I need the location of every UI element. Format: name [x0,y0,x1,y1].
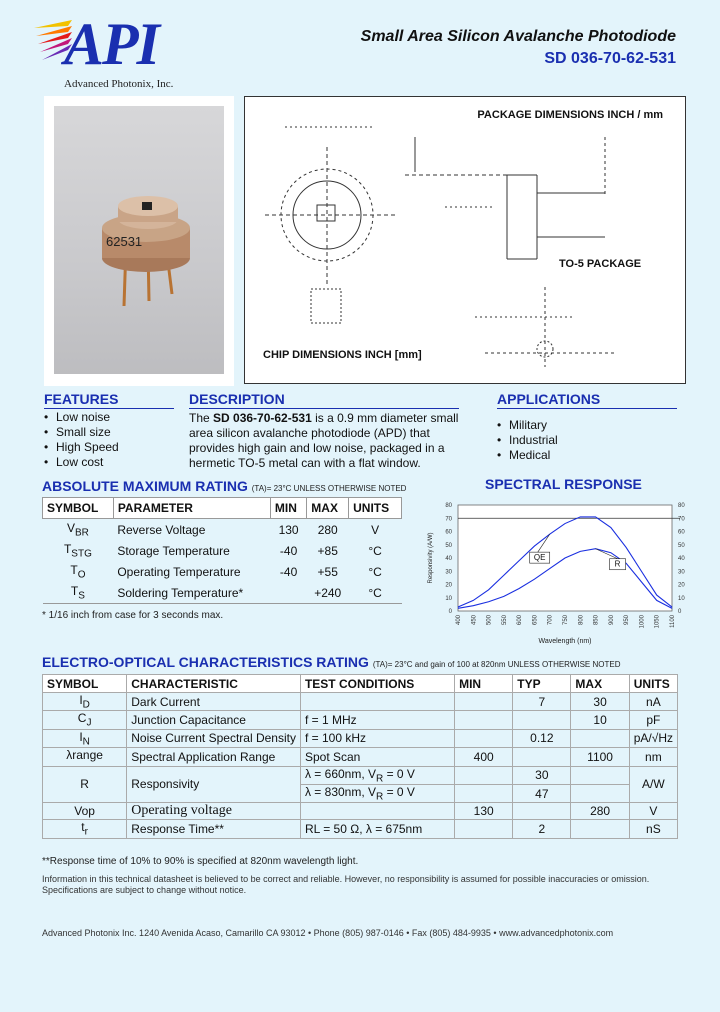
table-row: $C_J$ Junction Capacitance f = 1 MHz 10 pF [43,711,678,729]
y-tick-label: 20 [445,582,452,589]
amr-col-units: UNITS [349,498,402,519]
applications-list [497,418,558,463]
x-tick-label: 550 [501,615,508,626]
features-rule [44,408,174,409]
package-drawing [245,97,685,383]
x-tick-label: 600 [517,615,524,626]
amr-heading: ABSOLUTE MAXIMUM RATING (TA)= 23°C UNLESS OTHERWISE NOTED [42,478,407,494]
eo-heading: ELECTRO-OPTICAL CHARACTERISTICS RATING (TA)= 23°C and gain of 100 at 820nm UNLESS OTHERWISE NOTED [42,654,621,670]
features-list [44,410,119,470]
table-row: $T_{STG}$ Storage Temperature -40 +85 °C [63,541,382,560]
x-tick-label: 1100 [670,615,676,628]
feature-item: • Small size [44,425,119,440]
y2-tick-label: 0 [678,609,682,615]
x-tick-label: 900 [608,615,615,626]
amr-col-max: MAX [307,498,349,519]
description-rule [189,408,459,409]
package-dimensions-panel [244,96,686,384]
can-label: 62531 [106,234,143,249]
table-row: $I_D$ Dark Current 7 30 nA [43,693,678,711]
description-part: SD 036-70-62-531 [213,411,312,425]
x-tick-label: 750 [563,615,569,626]
application-item: • Military [497,418,558,433]
x-tick-label: 400 [456,615,462,626]
y2-tick-label: 30 [678,569,685,576]
eo-col-symbol: SYMBOL [43,675,127,693]
y-axis-label: Responsivity (A/W) [428,532,434,584]
eo-footnote: **Response time of 10% to 90% is specified at 820nm wavelength light. [42,856,359,867]
feature-item: • High Speed [44,440,119,455]
logo: API [64,11,159,77]
x-tick-label: 700 [547,615,554,626]
y2-tick-label: 40 [678,556,685,562]
y-tick-label: 0 [448,609,452,615]
spectral-heading: SPECTRAL RESPONSE [485,476,642,492]
to5-package-label: TO-5 PACKAGE [559,258,642,270]
eo-col-units: UNITS [629,675,677,693]
table-row: λ = 830nm, $V_R = 0$ V 47 [43,784,678,802]
x-tick-label: 1050 [654,615,661,629]
application-item: • Medical [497,448,558,463]
page-title: Small Area Silicon Avalanche Photodiode [360,28,676,45]
applications-heading: APPLICATIONS [497,391,601,407]
eo-header-row [43,675,678,693]
table-row: λrange Spectral Application Range Spot Scan 400 1100 nm [43,748,678,766]
table-row: $T_S$ Soldering Temperature* +240 °C [43,582,402,604]
y2-tick-label: 50 [678,542,685,549]
x-tick-label: 850 [593,615,600,626]
feature-item: • Low noise [44,410,119,425]
eo-col-min: MIN [455,675,513,693]
x-tick-label: 500 [486,615,493,626]
y2-tick-label: 20 [678,582,685,589]
y-tick-label: 80 [445,503,452,509]
amr-table [42,497,402,604]
amr-footnote: * 1/16 inch from case for 3 seconds max. [42,610,224,621]
y-tick-label: 60 [445,529,452,536]
spectral-chart [424,497,694,645]
to5-can-image [54,106,224,374]
series-label: R [614,559,621,569]
logo-subtitle: Advanced Photonix, Inc. [64,78,174,90]
y-tick-label: 30 [445,569,452,576]
applications-rule [497,408,677,409]
eo-table [42,674,678,839]
series-label: QE [533,553,546,563]
y-tick-label: 50 [445,542,452,549]
description-text: The SD 036-70-62-531 is a 0.9 mm diameter small area silicon avalanche photodiode (APD) that provides high gain and low noise, packaged in a hermetic TO-5 metal can with a flat window. [189,411,459,470]
footer-contact: Advanced Photonix Inc. 1240 Avenida Acaso, Camarillo CA 93012 • Phone (805) 987-0146 • Fax (805) 484-9935 • www.advancedphotonix.com [42,928,614,938]
application-item: • Industrial [497,433,558,448]
x-tick-label: 950 [624,615,631,626]
table-row: $V_{BR}$ Reverse Voltage 130 280 V [66,520,380,539]
table-row: $t_r$ Response Time** RL = 50 Ω, λ = 675nm 2 nS [43,820,678,838]
y2-tick-label: 70 [678,516,685,523]
amr-header-row [43,498,402,519]
features-heading: FEATURES [44,391,119,407]
eo-col-characteristic: CHARACTERISTIC [127,675,301,693]
eo-col-typ: TYP [513,675,571,693]
table-row: $T_O$ Operating Temperature -40 +55 °C [70,562,382,581]
part-number: SD 036-70-62-531 [544,50,676,67]
x-tick-label: 450 [471,615,478,626]
package-title: PACKAGE DIMENSIONS INCH / mm [477,109,663,121]
x-axis-label: Wavelength (nm) [538,638,592,645]
y-tick-label: 70 [445,516,452,523]
product-photo [44,96,234,386]
table-row: $I_N$ Noise Current Spectral Density f = 100 kHz 0.12 pA/√Hz [43,729,678,747]
feature-item: • Low cost [44,455,119,470]
description-heading: DESCRIPTION [189,391,285,407]
eo-note: (TA)= 23°C and gain of 100 at 820nm UNLESS OTHERWISE NOTED [372,660,621,669]
x-tick-label: 650 [532,615,539,626]
y-tick-label: 10 [445,595,452,602]
disclaimer: Information in this technical datasheet is believed to be correct and reliable. However, no responsibility is assumed for possible inaccuracies or omission. Specifications are subject to change without notice. [42,874,650,895]
amr-note: (TA)= 23°C UNLESS OTHERWISE NOTED [251,484,407,493]
table-row: Vop Operating voltage 130 280 V [43,803,678,820]
spectral-chart-svg [424,497,694,645]
amr-col-parameter: PARAMETER [113,498,270,519]
y2-tick-label: 80 [678,503,685,509]
eo-col-test-conditions: TEST CONDITIONS [300,675,454,693]
y2-tick-label: 10 [678,595,685,602]
x-tick-label: 800 [578,615,585,626]
eo-col-max: MAX [571,675,629,693]
y2-tick-label: 60 [678,529,685,536]
y-tick-label: 40 [445,556,452,562]
x-tick-label: 1000 [639,615,646,629]
chip-dimensions-label: CHIP DIMENSIONS INCH [mm] [263,349,422,361]
table-row: R Responsivity λ = 660nm, $V_R = 0$ V 30 A/W [43,766,678,784]
amr-col-symbol: SYMBOL [43,498,114,519]
amr-col-min: MIN [270,498,306,519]
